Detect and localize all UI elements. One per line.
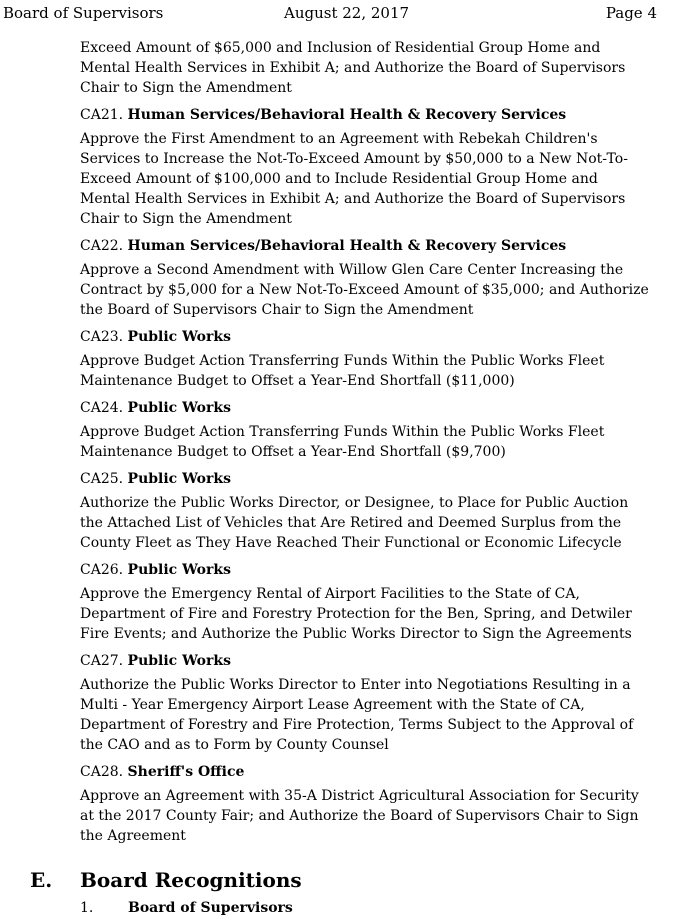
header-date: August 22, 2017 <box>284 4 410 22</box>
subitem-number: 1. <box>80 900 94 916</box>
item-code: CA22. <box>80 238 124 254</box>
header-board-name: Board of Supervisors <box>3 4 164 22</box>
item-title: Public Works <box>127 562 231 578</box>
item-code: CA23. <box>80 329 124 345</box>
subitem-heading <box>80 898 293 918</box>
agenda-item <box>80 560 670 644</box>
item-description: Approve a Second Amendment with Willow Glen Care Center Increasing the Contract by $5,000 for a New Not-To-Exceed Amount of $35,000; and Authorize the Board of Supervisors Chair to Sign the Amendment <box>80 262 649 318</box>
item-title: Human Services/Behavioral Health & Recovery Services <box>127 107 567 123</box>
item-code: CA26. <box>80 562 124 578</box>
header-page-number: Page 4 <box>605 4 657 22</box>
item-title: Human Services/Behavioral Health & Recovery Services <box>127 238 567 254</box>
item-heading <box>80 651 670 671</box>
agenda-content <box>80 38 670 846</box>
item-heading <box>80 398 670 418</box>
subitem-title: Board of Supervisors <box>128 900 293 916</box>
item-description: Approve the Emergency Rental of Airport Facilities to the State of CA, Department of Fire and Forestry Protection for the Ben, Spring, and Detwiler Fire Events; and Authorize the Public Works Director to Sign the Agreements <box>80 586 632 642</box>
item-description: Approve an Agreement with 35-A District Agricultural Association for Security at the 2017 County Fair; and Authorize the Board of Supervisors Chair to Sign the Agreement <box>80 788 639 844</box>
agenda-item <box>80 398 670 462</box>
item-title: Public Works <box>127 653 231 669</box>
agenda-item <box>80 651 670 755</box>
item-heading <box>80 236 670 256</box>
item-description: Approve the First Amendment to an Agreement with Rebekah Children's Services to Increase the Not-To-Exceed Amount by $50,000 to a New Not-To- Exceed Amount of $100,000 and to Include Residential Group Home and Mental Health Services in Exhibit A; and Authorize the Board of Supervisors Chair to Sign the Amendment <box>80 131 628 227</box>
item-title: Public Works <box>127 400 231 416</box>
item-title: Sheriff's Office <box>127 764 245 780</box>
item-description: Approve Budget Action Transferring Funds Within the Public Works Fleet Maintenance Budget to Offset a Year-End Shortfall ($11,000) <box>80 353 605 389</box>
item-code: CA21. <box>80 107 124 123</box>
agenda-item <box>80 469 670 553</box>
item-title: Public Works <box>127 471 231 487</box>
item-heading <box>80 762 670 782</box>
item-heading <box>80 469 670 489</box>
agenda-item <box>80 327 670 391</box>
section-heading <box>30 866 302 894</box>
section-title: Board Recognitions <box>80 868 302 892</box>
item-title: Public Works <box>127 329 231 345</box>
item-heading <box>80 327 670 347</box>
item-description: Approve Budget Action Transferring Funds Within the Public Works Fleet Maintenance Budget to Offset a Year-End Shortfall ($9,700) <box>80 424 605 460</box>
item-description: Authorize the Public Works Director to Enter into Negotiations Resulting in a Multi - Year Emergency Airport Lease Agreement with the State of CA, Department of Forestry and Fire Protection, Terms Subject to the Approval of the CAO and as to Form by County Counsel <box>80 677 634 753</box>
item-description: Authorize the Public Works Director, or Designee, to Place for Public Auction the Attached List of Vehicles that Are Retired and Deemed Surplus from the County Fleet as They Have Reached Their Functional or Economic Lifecycle <box>80 495 629 551</box>
agenda-item <box>80 236 670 320</box>
agenda-item <box>80 762 670 846</box>
section-letter: E. <box>30 868 53 892</box>
item-code: CA25. <box>80 471 124 487</box>
agenda-item <box>80 105 670 229</box>
item-heading <box>80 105 670 125</box>
item-heading <box>80 560 670 580</box>
item-code: CA27. <box>80 653 124 669</box>
item-code: CA28. <box>80 764 124 780</box>
item-code: CA24. <box>80 400 124 416</box>
continuation-text: Exceed Amount of $65,000 and Inclusion of Residential Group Home and Mental Health Services in Exhibit A; and Authorize the Board of Supervisors Chair to Sign the Amendment <box>80 40 626 96</box>
